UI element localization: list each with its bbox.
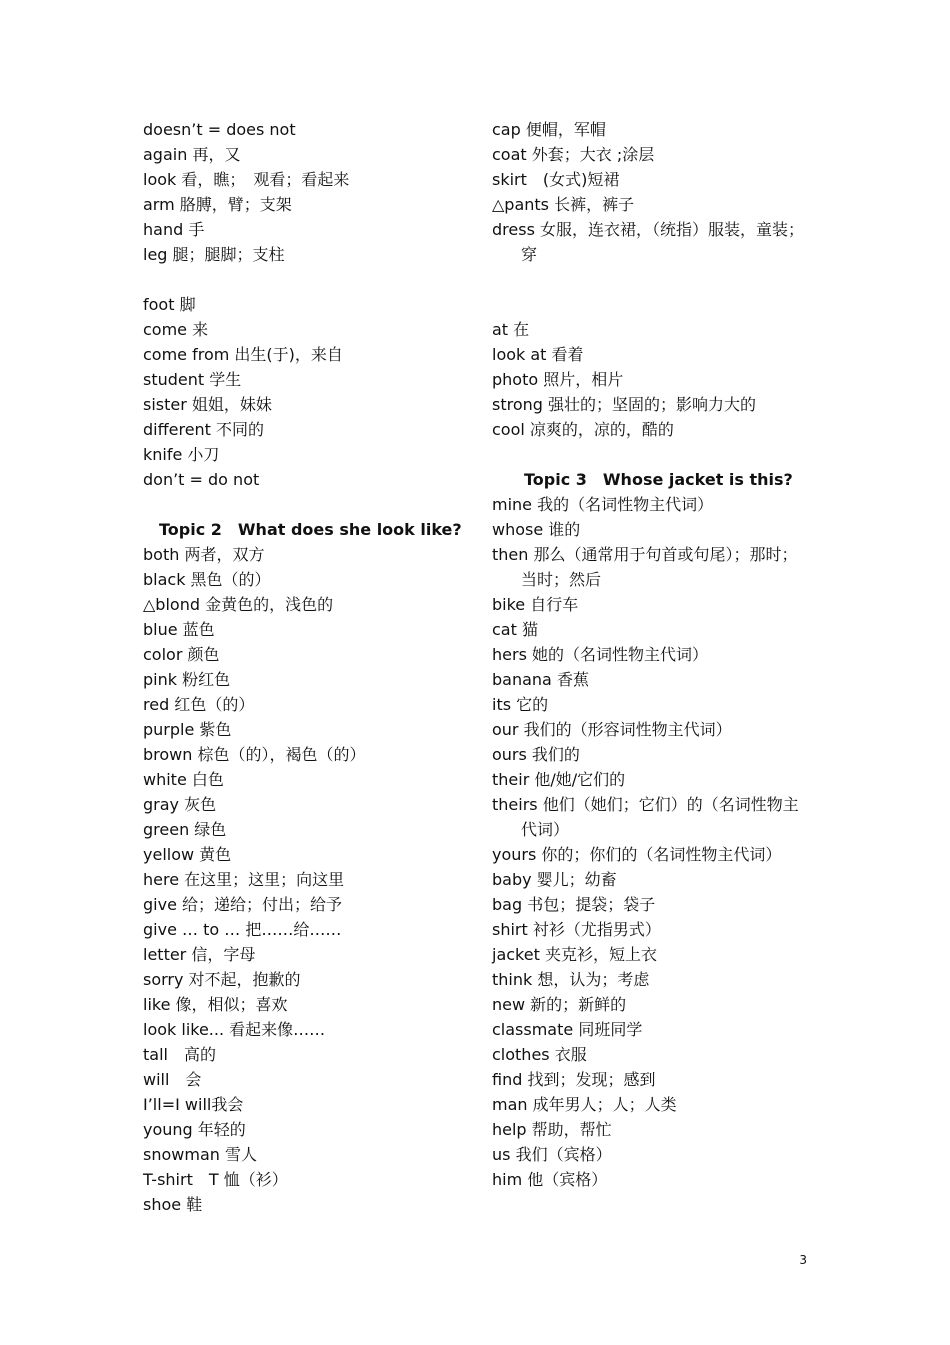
word-entry: brown 棕色（的），褐色（的） — [143, 745, 366, 764]
word-entry: hand 手 — [143, 220, 205, 239]
page-number: 3 — [799, 1253, 807, 1267]
word-entry: whose 谁的 — [492, 520, 581, 539]
word-entry: cat 猫 — [492, 620, 538, 639]
word-entry: yellow 黄色 — [143, 845, 232, 864]
word-entry: man 成年男人；人；人类 — [492, 1095, 677, 1114]
word-entry: classmate 同班同学 — [492, 1020, 643, 1039]
spacer — [143, 267, 473, 292]
word-entry: yours 你的；你们的（名词性物主代词） — [492, 845, 782, 864]
spacer — [492, 267, 812, 292]
word-entry: us 我们（宾格） — [492, 1145, 612, 1164]
word-entry: think 想，认为；考虑 — [492, 970, 650, 989]
word-entry: then 那么（通常用于句首或句尾）；那时；当时；然后 — [492, 545, 798, 589]
left-group-2 — [143, 292, 473, 492]
word-entry: tall 高的 — [143, 1045, 216, 1064]
word-entry: different 不同的 — [143, 420, 265, 439]
word-entry: like 像，相似；喜欢 — [143, 995, 288, 1014]
word-entry: dress 女服，连衣裙，（统指）服装，童装；穿 — [492, 220, 804, 264]
word-entry: baby 婴儿；幼畜 — [492, 870, 617, 889]
word-entry: both 两者，双方 — [143, 545, 265, 564]
word-entry: I’ll=I will我会 — [143, 1095, 244, 1114]
word-entry: look 看，瞧； 观看；看起来 — [143, 170, 350, 189]
word-entry: hers 她的（名词性物主代词） — [492, 645, 708, 664]
word-entry: sorry 对不起，抱歉的 — [143, 970, 301, 989]
word-entry: come 来 — [143, 320, 209, 339]
word-entry: its 它的 — [492, 695, 549, 714]
word-entry: new 新的；新鲜的 — [492, 995, 627, 1014]
word-entry: pink 粉红色 — [143, 670, 231, 689]
word-entry: T-shirt T 恤（衫） — [143, 1170, 288, 1189]
topic-2-heading: Topic 2 What does she look like? — [159, 520, 462, 539]
word-entry: ours 我们的 — [492, 745, 580, 764]
topic-3-word-list — [492, 492, 812, 1192]
word-entry: cap 便帽，军帽 — [492, 120, 606, 139]
word-entry: strong 强壮的；坚固的；影响力大的 — [492, 395, 757, 414]
word-entry: snowman 雪人 — [143, 1145, 257, 1164]
word-entry: △pants 长裤，裤子 — [492, 195, 635, 214]
word-entry: shirt 衬衫（尤指男式） — [492, 920, 661, 939]
word-entry: skirt (女式)短裙 — [492, 170, 620, 189]
word-entry: their 他/她/它们的 — [492, 770, 626, 789]
word-entry: him 他（宾格） — [492, 1170, 608, 1189]
word-entry: purple 紫色 — [143, 720, 232, 739]
word-entry: at 在 — [492, 320, 530, 339]
word-entry: again 再，又 — [143, 145, 241, 164]
word-entry: foot 脚 — [143, 295, 196, 314]
word-entry: bike 自行车 — [492, 595, 579, 614]
word-entry: white 白色 — [143, 770, 224, 789]
right-group-1 — [492, 117, 812, 267]
word-entry: clothes 衣服 — [492, 1045, 587, 1064]
word-entry: come from 出生(于)，来自 — [143, 345, 343, 364]
word-entry: sister 姐姐，妹妹 — [143, 395, 272, 414]
spacer — [492, 442, 812, 467]
word-entry: give 给；递给；付出；给予 — [143, 895, 343, 914]
word-entry: jacket 夹克衫，短上衣 — [492, 945, 657, 964]
topic-2-word-list — [143, 542, 473, 1217]
word-entry: blue 蓝色 — [143, 620, 215, 639]
word-entry: green 绿色 — [143, 820, 227, 839]
word-entry: black 黑色（的） — [143, 570, 271, 589]
word-entry: banana 香蕉 — [492, 670, 589, 689]
word-entry: here 在这里；这里；向这里 — [143, 870, 345, 889]
word-entry: look at 看着 — [492, 345, 584, 364]
word-entry: bag 书包；提袋；袋子 — [492, 895, 656, 914]
word-entry: leg 腿；腿脚；支柱 — [143, 245, 285, 264]
word-entry: help 帮助，帮忙 — [492, 1120, 612, 1139]
word-entry: student 学生 — [143, 370, 242, 389]
word-entry: △blond 金黄色的，浅色的 — [143, 595, 334, 614]
word-entry: young 年轻的 — [143, 1120, 246, 1139]
word-entry: arm 胳膊，臂；支架 — [143, 195, 292, 214]
word-entry: doesn’t = does not — [143, 120, 296, 139]
word-entry: find 找到；发现；感到 — [492, 1070, 656, 1089]
word-entry: mine 我的（名词性物主代词） — [492, 495, 714, 514]
left-group-1 — [143, 117, 473, 267]
word-entry: letter 信，字母 — [143, 945, 256, 964]
word-entry: look like... 看起来像…… — [143, 1020, 326, 1039]
word-entry: color 颜色 — [143, 645, 220, 664]
spacer — [492, 292, 812, 317]
word-entry: theirs 他们（她们；它们）的（名词性物主代词） — [492, 795, 799, 839]
topic-3-heading: Topic 3 Whose jacket is this? — [524, 470, 793, 489]
word-entry: gray 灰色 — [143, 795, 217, 814]
word-entry: photo 照片，相片 — [492, 370, 624, 389]
right-group-2 — [492, 317, 812, 442]
right-column — [492, 117, 812, 1192]
word-entry: knife 小刀 — [143, 445, 220, 464]
left-column — [143, 117, 473, 1217]
word-entry: give … to … 把……给…… — [143, 920, 342, 939]
spacer — [143, 492, 473, 517]
word-entry: shoe 鞋 — [143, 1195, 203, 1214]
word-entry: cool 凉爽的，凉的，酷的 — [492, 420, 674, 439]
word-entry: don’t = do not — [143, 470, 260, 489]
word-entry: red 红色（的） — [143, 695, 255, 714]
word-entry: our 我们的（形容词性物主代词） — [492, 720, 732, 739]
word-entry: will 会 — [143, 1070, 202, 1089]
word-entry: coat 外套；大衣 ;涂层 — [492, 145, 655, 164]
